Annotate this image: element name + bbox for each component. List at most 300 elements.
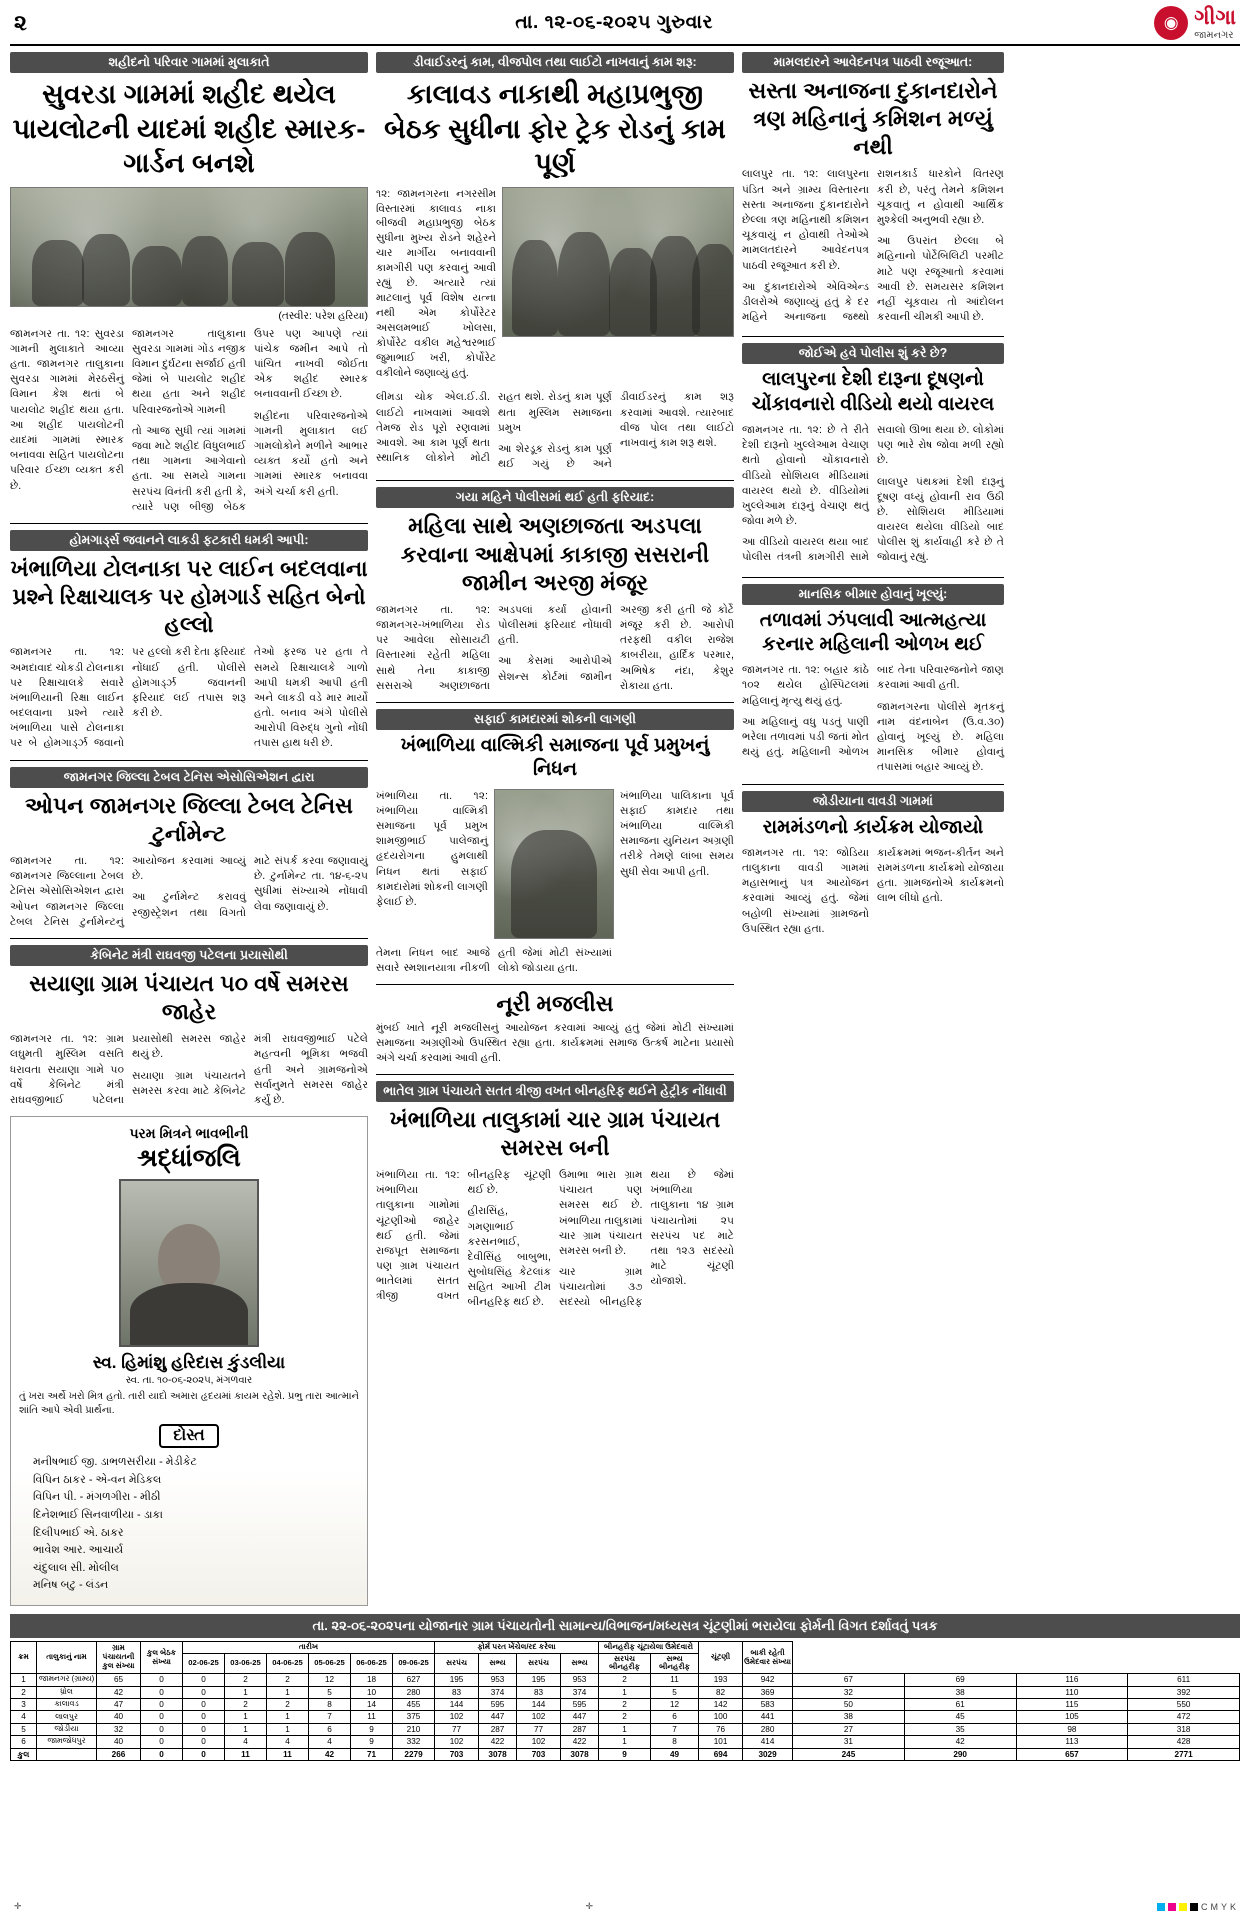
cell-value: 61	[904, 1698, 1016, 1710]
cell-value: 142	[699, 1698, 743, 1710]
list-item: વિપિન પી. - મંગળગીરા - મીઠી	[33, 1491, 161, 1504]
column-2	[376, 52, 734, 1606]
article-body	[742, 423, 1004, 569]
cell-value: 12	[651, 1698, 699, 1710]
article-valmiki-president-death	[376, 709, 734, 976]
th-group-unopposed: બીનહરીફ ચૂંટાયેલા ઉમેદવારો	[599, 1641, 699, 1653]
paragraph: શહીદના પરિવારજનોએ ગામની મુલાકાત લઈ ગામલોકોને મળીને આભાર વ્યક્ત કર્યો હતો અને ગામમાં સ્મારક બનાવવા અંગે ચર્ચા કરી હતી.	[254, 409, 368, 498]
kicker: જોડીયાના વાવડી ગામમાં	[742, 791, 1004, 812]
th-date-2: 03-06-25	[225, 1653, 267, 1673]
paragraph: હીરાસિંહ, ગમણાભાઈ કરસનભાઈ, દેવીસિંહ બાબુભા, સુબોધસિંહ કેટલાંક સહિત આખી ટીમ બીનહરિફ થઈ છે.	[467, 1205, 551, 1309]
paragraph: ઉમાભા ભારા ગ્રામ પંચાયત પણ સમરસ થઈ છે. ખંભાળિયા તાલુકામાં ચાર ગ્રામ પંચાયત સમરસ બની છે.	[559, 1168, 643, 1257]
paragraph: જામનગર તા. ૧૨: સુવરડા ગામની મુલાકાતે આવ્યા હતા. જામનગર તાલુકાના સુવરડા ગામમાં મેરઠસૈનું વિમાન કેશ થતાં બે પાયલોટ શહીદ થયા હતા. આ શહીદ પાયલોટની યાદમાં ગામમાં સ્મારક બનાવવા સહિત પાયલોટના પરિવાર ઈચ્છા વ્યક્ત કરી છે.	[10, 327, 124, 492]
th-sarpanch-unopposed: સરપંચ બીનહરીફ	[599, 1653, 651, 1673]
cell-value: 2	[225, 1674, 267, 1686]
cell-value: 550	[1128, 1698, 1240, 1710]
cell-value: 49	[651, 1748, 699, 1760]
cell-value: 210	[393, 1723, 435, 1735]
cell-value: 374	[479, 1686, 517, 1698]
th-date-6: 09-06-25	[393, 1653, 435, 1673]
th-date-1: 02-06-25	[183, 1653, 225, 1673]
article-bail-granted	[376, 487, 734, 694]
paragraph: આ દુકાનદારોએ એવિએન્ડ ડીલરોએ જણાવ્યું હતું કે દર મહિને અનાજના જથ્થો રાશનકાર્ડ ધારકોને વિતરણ કરી છે, પરંતુ તેમને કમિશન ચૂકવાતું ન હોવાથી આર્થિક મુશ્કેલી અનુભવી રહ્યા છે.	[742, 168, 1004, 324]
paragraph: ૧૨: જામનગરના નગરસીમ વિસ્તારમાં કાલાવડ નાકા બીજવી મહાપ્રભુજી બેઠક સુધીના મુખ્ય રોડને શહેરને ચાર માર્ગીય બનાવવાની કામગીરી પણ કરવાનું આવી રહ્યું છે. અત્યારે ત્યાં માટલાનું પૂર્વ વિશેષ યત્ના નથી એમ કોર્પોરેટર અસલમભાઈ ખોલસા, કોર્પોરેટ વકીલ મહેશ્વરભાઈ જુમાભાઈ ખરી, કોર્પોરેટ વકીલોને જણાવ્યું હતું.	[376, 187, 496, 379]
table-row	[11, 1674, 1240, 1686]
cell-value: 42	[309, 1748, 351, 1760]
cell-value: 1	[267, 1686, 309, 1698]
cell-value: 375	[393, 1711, 435, 1723]
cell-value: 0	[141, 1748, 183, 1760]
paragraph: જામનગર તાલુકાના સુવરડા ગામમાં ગોંડ નજીક વિમાન દુર્ઘટના સર્જાઈ હતી જેમાં બે પાયલોટ શહીદ થયા હતા અને શહીદ પરિવારજનોએ ગામની	[132, 327, 246, 416]
cell-value: 40	[97, 1711, 141, 1723]
cell-value: 3029	[743, 1748, 793, 1760]
cell-value: 5	[651, 1686, 699, 1698]
table-title: તા. ૨૨-૦૬-૨૦૨૫ના યોજાનાર ગ્રામ પંચાયતોની સામાન્ય/વિભાજન/મધ્યસત્ર ચૂંટણીમાં ભરાયેલા ફોર્મની વિગત દર્શાવતું પત્રક	[10, 1614, 1240, 1638]
th-date-5: 06-06-25	[351, 1653, 393, 1673]
kicker: મામલદારને આવેદનપત્ર પાઠવી રજૂઆત:	[742, 52, 1004, 73]
cell-no: 5	[11, 1723, 37, 1735]
th-member-2: સભ્ય	[561, 1653, 599, 1673]
cell-value: 6	[651, 1711, 699, 1723]
paragraph: આ કેસમાં આરોપીએ સેશન્સ કોર્ટમાં જામીન અરજી કરી હતી જે કોર્ટે મંજૂર કરી છે. આરોપી તરફથી વકીલ રાજેશ કાબરીયા, હાર્દિક પરમાર, અભિષેક નંદા, કેશુર રોકાયા હતા.	[498, 603, 734, 692]
cell-value: 657	[1016, 1748, 1128, 1760]
cell-value: 40	[97, 1736, 141, 1748]
paragraph: જામનગરના પોલીસે મૃતકનું નામ વંદનાબેન (ઉ.વ.૩૦) હોવાનું ખૂલ્યું છે. મહિલા માનસિક બીમાર હોવાનું તપાસમાં બહાર આવ્યું છે.	[877, 700, 1004, 774]
cell-value: 1	[599, 1723, 651, 1735]
cell-no: 1	[11, 1674, 37, 1686]
article-photo	[502, 187, 734, 337]
paragraph: તેમના નિધન બાદ આજે સવારે સ્મશાનયાત્રા નીકળી હતી જેમાં મોટી સંખ્યામાં લોકો જોડાયા હતા.	[376, 946, 612, 974]
cell-value: 0	[183, 1686, 225, 1698]
paragraph: જામનગર તા. ૧૨: ગ્રામ લઘુમતી મુસ્લિમ વસતિ ધરાવતા સયાણા ગામે ૫૦ વર્ષે કેબિનેટ મંત્રી રાઘવજીભાઈ પટેલના પ્રયાસોથી સમરસ જાહેર થયું છે.	[10, 1033, 246, 1106]
cell-value: 0	[183, 1698, 225, 1710]
cell-value: 77	[435, 1723, 479, 1735]
cell-value: 942	[743, 1674, 793, 1686]
list-item: ભાવેશ આર. આચાર્ય	[33, 1544, 124, 1557]
cell-value: 10	[351, 1686, 393, 1698]
cell-value: 67	[793, 1674, 905, 1686]
th-seat-count: કુલ બેઠક સંખ્યા	[141, 1641, 183, 1673]
article-body	[742, 846, 1004, 937]
cell-value: 11	[225, 1748, 267, 1760]
cell-value: 694	[699, 1748, 743, 1760]
th-member-1: સભ્ય	[479, 1653, 517, 1673]
cell-value: 0	[141, 1736, 183, 1748]
table-row	[11, 1723, 1240, 1735]
paragraph: ચાર ગ્રામ પંચાયતોમાં ૩૭ સદસ્યો બીનહરિફ થયા છે જેમાં ખંભાળિયા તાલુકાના ૧૪ ગ્રામ પંચાયતોમાં ૨૫ સરપંચ પદ માટે તથા ૧૨૩ સદસ્યો માટે ચૂંટણી યોજાશે.	[559, 1168, 734, 1309]
edition-date: તા. ૧૨-૦૬-૨૦૨૫ ગુરુવાર	[515, 12, 713, 33]
cell-value: 8	[309, 1698, 351, 1710]
cell-value: 101	[699, 1736, 743, 1748]
cell-value: 4	[267, 1736, 309, 1748]
cell-value: 266	[97, 1748, 141, 1760]
th-sarpanch-2: સરપંચ	[517, 1653, 561, 1673]
table-row	[11, 1711, 1240, 1723]
list-item: મનિષ બટુ - લંડન	[33, 1579, 109, 1592]
cell-value: 83	[517, 1686, 561, 1698]
cell-value: 113	[1016, 1736, 1128, 1748]
cell-value: 627	[393, 1674, 435, 1686]
cell-value: 2	[599, 1698, 651, 1710]
obituary-notice	[10, 1116, 368, 1606]
article-body	[376, 789, 488, 942]
cell-value: 2	[267, 1674, 309, 1686]
article-body-2	[376, 390, 734, 472]
article-nuri-majlis	[376, 991, 734, 1066]
cell-value: 77	[517, 1723, 561, 1735]
cell-value: 441	[743, 1711, 793, 1723]
cell-value: 595	[561, 1698, 599, 1710]
article-homeguard	[10, 530, 368, 752]
list-item: ચંદુલાલ સી. મોલીલ	[33, 1561, 119, 1574]
article-body	[10, 327, 368, 515]
cell-value: 0	[183, 1736, 225, 1748]
paragraph: જામનગર તા. ૧૨: છે તે રીતે દેશી દારૂનો ખુલ્લેઆમ વેચાણ થતો હોવાનો ચોંકાવનારો વીડિયો સોશિયલ મીડિયામાં વાયરલ થયો છે. વીડિયોમાં ખુલ્લેઆમ દારૂનું વેચાણ થતું જોવા મળે છે.	[742, 423, 869, 528]
article-table-tennis	[10, 767, 368, 930]
cell-value: 2279	[393, 1748, 435, 1760]
headline: કાલાવડ નાકાથી મહાપ્રભુજી બેઠક સુધીના ફોર ટ્રેક રોડનું કામ પૂર્ણ	[384, 79, 726, 179]
headline: ખંભાળિયા તાલુકામાં ચાર ગ્રામ પંચાયત સમરસ બની	[389, 1106, 721, 1160]
obituary-title: શ્રદ્ધાંજલિ	[137, 1144, 241, 1173]
th-sarpanch-1: સરપંચ	[435, 1653, 479, 1673]
headline: સયાણા ગ્રામ પંચાયત ૫૦ વર્ષે સમરસ જાહેર	[29, 970, 349, 1025]
cell-no: 4	[11, 1711, 37, 1723]
cell-value: 611	[1128, 1674, 1240, 1686]
headline: લાલપુરના દેશી દારૂના દૂષણનો ચોંકાવનારો વીડિયો થયો વાયરલ	[751, 369, 995, 415]
cell-value: 703	[435, 1748, 479, 1760]
article-body	[742, 663, 1004, 775]
cell-value: 5	[309, 1686, 351, 1698]
table-body	[11, 1674, 1240, 1761]
cell-value: 1	[225, 1723, 267, 1735]
th-group-withdrawn: ફોર્મ પરત ખેંચેલ/રદ કરેલા	[435, 1641, 599, 1653]
obituary-text: તું ખરા અર્થે ખરો મિત્ર હતો. તારી યાદો અમારા હૃદયમાં કાયમ રહેશે. પ્રભુ તારા આત્માને શાંતિ આપે એવી પ્રાર્થના.	[19, 1391, 359, 1417]
cell-value: 422	[479, 1736, 517, 1748]
list-item: મનીષભાઈ જી. ડાભળસરીયા - મેડીકેટ	[33, 1456, 197, 1469]
cell-value: 0	[141, 1674, 183, 1686]
cell-value: 2771	[1128, 1748, 1240, 1760]
paragraph: તો આજ સુધી ત્યાં ગામમાં જવા માટે શહીદ વિધુલભાઈ તથા ગામના આગેવાનો હતા. આ સમયે ગામના સરપંચ વિનંતી કરી હતી કે, ત્યારે પણ બીજી બેઠક ઉપર પણ આપણે ત્યાં પાંચેક જમીન આપે તો પાંચિત નાખવી જોઈતા એક શહીદ સ્મારક બનાવવાની ઈચ્છા છે.	[132, 327, 368, 513]
th-taluka: તાલુકાનું નામ	[37, 1641, 97, 1673]
table-row	[11, 1686, 1240, 1698]
cell-no: કુલ	[11, 1748, 37, 1760]
article-body	[10, 1032, 368, 1108]
cell-value: 98	[1016, 1723, 1128, 1735]
table-group-header-row	[11, 1641, 1240, 1653]
paragraph: જામનગર તા. ૧૨: જામનગર-ખંભાળિયા રોડ પર આવેલા સોસાયટી વિસ્તારમાં રહેતી મહિલા સાથે તેના કાકાજી સસરાએ અણછાજતા અડપલાં કર્યાં હોવાની પોલીસમાં ફરિયાદ નોંધાવી હતી.	[376, 603, 612, 692]
paragraph: જામનગર તા. ૧૨: બહાર કાંઠે ૧૦૨ થયેલ હોસ્પિટલમાં મહિલાનું મૃત્યુ થયું હતું.	[742, 664, 869, 707]
headline: સસ્તા અનાજના દુકાનદારોને ત્રણ મહિનાનું કમિશન મળ્યું નથી	[748, 78, 998, 160]
cell-taluka	[37, 1748, 97, 1760]
cell-value: 428	[1128, 1736, 1240, 1748]
cell-value: 27	[793, 1723, 905, 1735]
cell-value: 8	[651, 1736, 699, 1748]
cell-value: 18	[351, 1674, 393, 1686]
article-ration-commission	[742, 52, 1004, 328]
cell-no: 2	[11, 1686, 37, 1698]
cell-value: 472	[1128, 1711, 1240, 1723]
article-body	[10, 854, 368, 930]
cell-no: 6	[11, 1736, 37, 1748]
cell-value: 583	[743, 1698, 793, 1710]
masthead	[10, 6, 1240, 46]
cell-value: 32	[97, 1723, 141, 1735]
paragraph: જામનગર તા. ૧૨: જોડિયા તાલુકાના વાવડી ગામમાં મહાસભાનું પત્ર આયોજન કરવામાં આવ્યું હતું. જેમાં બહોળી સંખ્યામાં ગ્રામજનો ઉપસ્થિત રહ્યા હતા.	[742, 846, 869, 935]
cell-value: 392	[1128, 1686, 1240, 1698]
cell-value: 102	[517, 1711, 561, 1723]
page-columns	[10, 52, 1240, 1606]
article-body-2	[376, 946, 734, 976]
cell-value: 0	[183, 1674, 225, 1686]
cell-value: 144	[435, 1698, 479, 1710]
obituary-dates: સ્વ. તા. ૧૦-૦૬-૨૦૨૫, મંગળવાર	[125, 1375, 253, 1387]
cell-value: 83	[435, 1686, 479, 1698]
cell-value: 447	[561, 1711, 599, 1723]
table-head	[11, 1641, 1240, 1673]
election-forms-table-section	[10, 1614, 1240, 1761]
kicker: ગયા મહિને પોલીસમાં થઈ હતી ફરિયાદ:	[376, 487, 734, 508]
cell-value: 280	[743, 1723, 793, 1735]
cell-taluka: જામનગર (ગ્રામ્ય)	[37, 1674, 97, 1686]
obituary-portrait	[119, 1179, 259, 1347]
article-body	[376, 1168, 734, 1311]
cell-value: 116	[1016, 1674, 1128, 1686]
cell-value: 1	[599, 1686, 651, 1698]
cell-value: 595	[479, 1698, 517, 1710]
kicker: સફાઈ કામદારમાં શોકની લાગણી	[376, 709, 734, 730]
paragraph: લીમડા ચોક એલ.ઈ.ડી. લાઈટો નાખવામાં આવશે તેમજ રોડ પૂરો રણવામાં આવશે. આ કામ પૂર્ણ થતા સ્થાનિક લોકોને મોટી રાહત થશે. રોડનું કામ પૂર્ણ થતા મુસ્લિમ સમાજના પ્રમુખ	[376, 391, 612, 465]
cell-value: 105	[1016, 1711, 1128, 1723]
table-row	[11, 1748, 1240, 1760]
cell-value: 102	[517, 1736, 561, 1748]
list-item: દિલીપભાઈ એ. ઠાકર	[33, 1526, 124, 1539]
page-number: ૨	[14, 10, 27, 35]
cell-value: 0	[183, 1748, 225, 1760]
cell-value: 3078	[561, 1748, 599, 1760]
cell-value: 2	[267, 1698, 309, 1710]
paragraph: જામનગર તા. ૧૨: જામનગર જિલ્લાના ટેબલ ટેનિસ એસોસિએશન દ્વારા ઓપન જામનગર જિલ્લા ટેબલ ટેનિસ ટુર્નામેન્ટનું આયોજન કરવામાં આવ્યું છે.	[10, 854, 246, 928]
cell-value: 703	[517, 1748, 561, 1760]
cell-value: 195	[517, 1674, 561, 1686]
article-body	[376, 603, 734, 694]
cell-value: 455	[393, 1698, 435, 1710]
cell-value: 82	[699, 1686, 743, 1698]
paragraph: ખંભાળિયા તા. ૧૨: ખંભાળિયા વાલ્મિકી સમાજના પૂર્વ પ્રમુખ શામજીભાઈ પાલેજાનું હૃદયરોગના હુમલાથી નિધન થતાં સફાઈ કામદારોમાં શોકની લાગણી ફેલાઈ છે.	[376, 789, 488, 908]
th-date-4: 05-06-25	[309, 1653, 351, 1673]
cell-value: 1	[225, 1711, 267, 1723]
article-body	[620, 789, 734, 942]
column-1	[10, 52, 368, 1606]
article-liquor-video	[742, 343, 1004, 568]
cell-value: 318	[1128, 1723, 1240, 1735]
paragraph: લાલપુર તા. ૧૨: લાલપુરના પંડિત અને ગ્રામ્ય વિસ્તારના સસ્તા અનાજના દુકાનદારોને છેલ્લા ત્રણ મહિનાથી કમિશન ચૂકવાયું ન હોવાથી તેઓએ મામલતદારને આવેદનપત્ર પાઠવી રજૂઆત કરી છે.	[742, 168, 869, 272]
article-photo	[10, 187, 368, 307]
cell-value: 422	[561, 1736, 599, 1748]
newspaper-logo	[1154, 6, 1236, 41]
cell-value: 144	[517, 1698, 561, 1710]
kicker: જોઈએ હવે પોલીસ શું કરે છે?	[742, 343, 1004, 364]
cell-value: 245	[793, 1748, 905, 1760]
th-no: ક્રમ	[11, 1641, 37, 1673]
obituary-name: સ્વ. હિમાંશુ હરિદાસ કુંડલીયા	[92, 1353, 286, 1373]
cell-value: 0	[141, 1723, 183, 1735]
th-member-unopposed: સભ્ય બીનહરીફ	[651, 1653, 699, 1673]
th-group-dates: તારીખ	[183, 1641, 435, 1653]
cell-value: 0	[183, 1711, 225, 1723]
headline: તળાવમાં ઝંપલાવી આત્મહત્યા કરનાર મહિલાની ઓળખ થઈ	[759, 609, 987, 655]
article-four-panchayat-samras	[376, 1081, 734, 1311]
headline: નૂરી મજલીસ	[496, 990, 614, 1016]
th-election: ચૂંટણી	[699, 1641, 743, 1673]
kicker: માનસિક બીમાર હોવાનું ખૂલ્યું:	[742, 584, 1004, 605]
cell-taluka: જોડીયા	[37, 1723, 97, 1735]
headline: સુવરડા ગામમાં શહીદ થયેલ પાયલોટની યાદમાં શહીદ સ્મારક-ગાર્ડન બનશે	[12, 79, 366, 179]
cell-value: 1	[267, 1711, 309, 1723]
photo-caption: (તસ્વીર: પરેશ હરિયા)	[278, 309, 368, 322]
cell-taluka: કાલાવડ	[37, 1698, 97, 1710]
article-shahid-smarak	[10, 52, 368, 515]
headline: ઓપન જામનગર જિલ્લા ટેબલ ટેનિસ ટુર્નામેન્ટ	[25, 792, 353, 846]
cell-value: 193	[699, 1674, 743, 1686]
paragraph: આ વીડિયો વાયરલ થયા બાદ પોલીસ તંત્રની કામગીરી સામે સવાલો ઊભા થયા છે. લોકોમાં પણ ભારે રોષ જોવા મળી રહ્યો છે.	[742, 423, 1004, 564]
cell-value: 2	[599, 1711, 651, 1723]
cell-value: 42	[97, 1686, 141, 1698]
cell-value: 1	[225, 1686, 267, 1698]
column-3	[742, 52, 1004, 1606]
logo-subtitle: જામનગર	[1194, 29, 1234, 41]
th-date-3: 04-06-25	[267, 1653, 309, 1673]
cell-value: 3078	[479, 1748, 517, 1760]
article-woman-suicide-identified	[742, 584, 1004, 776]
paragraph: તેઓ ફરજ પર હતા તે સમયે રિક્ષાચાલકે ગાળો આપી ધમકી આપી હતી અને લાકડી વડે માર માર્યો હતો. બનાવ અંગે પોલીસે આરોપી વિરુદ્ધ ગુનો નોંધી તપાસ હાથ ધરી છે.	[254, 646, 368, 750]
th-remaining: બાકી રહેતી ઉમેદવાર સંખ્યા	[743, 1641, 793, 1673]
cell-value: 374	[561, 1686, 599, 1698]
kicker: હોમગાર્ડ્સ જવાનને લાકડી ફટકારી ધમકી આપી:	[10, 530, 368, 551]
paragraph: આ ટુર્નામેન્ટ કરાવવું રજીસ્ટ્રેશન તથા વિગતો માટે સંપર્ક કરવા જણાવાયું છે. ટુર્નામેન્ટ તા. ૧૪-૬-૨૫ સુધીમાં સંખ્યાએ નોંધાવી લેવા જણાવાયું છે.	[132, 854, 368, 919]
cell-value: 38	[904, 1686, 1016, 1698]
cell-value: 9	[351, 1736, 393, 1748]
cell-value: 6	[309, 1723, 351, 1735]
cell-value: 287	[561, 1723, 599, 1735]
cell-value: 65	[97, 1674, 141, 1686]
cell-value: 332	[393, 1736, 435, 1748]
cell-value: 110	[1016, 1686, 1128, 1698]
cell-value: 31	[793, 1736, 905, 1748]
list-item: દિનેશભાઈ સિનવાળીયા - ડાકા	[33, 1508, 163, 1521]
cell-taluka: જામજોધપુર	[37, 1736, 97, 1748]
cmyk-label-y: Y	[1220, 1901, 1227, 1912]
paragraph: લાલપુર પંથકમાં દેશી દારૂનું દૂષણ વધ્યું હોવાની રાવ ઉઠી છે. સોશિયલ મીડિયામાં વાયરલ થયેલા વીડિયો બાદ પોલીસ શું કાર્યવાહી કરે છે તે જોવાનું રહ્યું.	[877, 475, 1004, 564]
headline: ખંભાળિયા વાલ્મિકી સમાજના પૂર્વ પ્રમુખનું નિધન	[400, 734, 710, 781]
article-four-track-road	[376, 52, 734, 472]
cell-value: 102	[435, 1736, 479, 1748]
cell-value: 11	[651, 1674, 699, 1686]
cell-value: 11	[351, 1711, 393, 1723]
cell-value: 115	[1016, 1698, 1128, 1710]
cell-value: 14	[351, 1698, 393, 1710]
headline: મહિલા સાથે અણછાજતા અડપલા કરવાના આક્ષેપમાં કાકાજી સસરાની જામીન અરજી મંજૂર	[400, 513, 710, 595]
cell-value: 7	[651, 1723, 699, 1735]
cell-value: 0	[141, 1711, 183, 1723]
crop-mark-left: ✛	[14, 1901, 22, 1911]
cell-value: 100	[699, 1711, 743, 1723]
cell-value: 0	[183, 1723, 225, 1735]
cell-value: 4	[225, 1736, 267, 1748]
cell-value: 71	[351, 1748, 393, 1760]
kicker: ભાતેલ ગ્રામ પંચાયતે સતત ત્રીજી વખત બીનહરિફ થઈને હેટ્રીક નોંધાવી	[376, 1081, 734, 1102]
cell-value: 35	[904, 1723, 1016, 1735]
cell-value: 1	[267, 1723, 309, 1735]
kicker: જામનગર જિલ્લા ટેબલ ટેનિસ એસોસિએશન દ્વારા	[10, 767, 368, 788]
article-body	[742, 167, 1004, 328]
cell-value: 11	[267, 1748, 309, 1760]
cell-value: 280	[393, 1686, 435, 1698]
paragraph: આ ઉપરાંત છેલ્લા બે મહિનાનો પોર્ટેબિલિટી પરમીટ માટે પણ રજૂઆતો કરવામાં આવી છે. સમયસર કમિશન નહીં ચૂકવાય તો આંદોલન કરવાની ચીમકી આપી છે.	[877, 235, 1004, 324]
cell-value: 42	[904, 1736, 1016, 1748]
cell-value: 369	[743, 1686, 793, 1698]
cell-value: 953	[561, 1674, 599, 1686]
article-body: મુંબઈ ખાતે નૂરી મજલીસનું આયોજન કરવામાં આવ્યું હતું જેમાં મોટી સંખ્યામાં સમાજના અગ્રણીઓ ઉપસ્થિત રહ્યા હતા. કાર્યક્રમમાં સમાજ ઉત્કર્ષ માટેના પ્રયાસો અંગે ચર્ચા કરવામાં આવી હતી.	[376, 1021, 734, 1064]
cell-value: 69	[904, 1674, 1016, 1686]
election-forms-table	[10, 1641, 1240, 1761]
kicker: શહીદનો પરિવાર ગામમાં મુલાકાતે	[10, 52, 368, 73]
cell-value: 2	[599, 1674, 651, 1686]
cell-value: 414	[743, 1736, 793, 1748]
cell-taluka: ધ્રોલ	[37, 1686, 97, 1698]
cell-value: 447	[479, 1711, 517, 1723]
cell-value: 12	[309, 1674, 351, 1686]
cell-value: 195	[435, 1674, 479, 1686]
cmyk-label-k: K	[1229, 1901, 1236, 1912]
logo-badge-icon: ◉	[1154, 6, 1188, 40]
article-sayana-samras	[10, 945, 368, 1108]
paragraph: આ શેરડૂક રોડનું કામ પૂર્ણ થઈ ગયું છે અને ડીવાઈડરનું કામ શરૂ કરવામાં આવશે. ત્યારબાદ વીજ પોલ તથા લાઈટો નાખવાનું કામ શરૂ થશે.	[498, 391, 734, 471]
cell-value: 47	[97, 1698, 141, 1710]
cell-value: 953	[479, 1674, 517, 1686]
obituary-top-line: પરમ મિત્રને ભાવભીની	[129, 1125, 249, 1142]
cell-taluka: લાલપુર	[37, 1711, 97, 1723]
paragraph: જામનગર તા. ૧૨: અમદાવાદ ચોકડી ટોલનાકા પર રિક્ષાચાલકે સવારે ખંભાળિયાની રિક્ષા લાઈન બદલવાના પ્રશ્ને ત્યારે ખંભાળિયા પાસે ટોલનાકા પર બે હોમગાર્ડ્ઝ જવાનો પર હલ્લો કરી દેતા ફરિયાદ નોંધાઈ હતી. પોલીસે હોમગાર્ડ્ઝ જવાનની ફરિયાદ લઈ તપાસ શરૂ કરી છે.	[10, 646, 246, 750]
cell-value: 2	[225, 1698, 267, 1710]
paragraph: કાર્યક્રમમાં ભજન-કીર્તન અને રામમંડળના કાર્યક્રમો યોજાયા હતા. ગ્રામજનોએ કાર્યક્રમનો લાભ લીધો હતો.	[877, 846, 1004, 905]
cell-value: 287	[479, 1723, 517, 1735]
table-row	[11, 1698, 1240, 1710]
obituary-signatories	[19, 1454, 359, 1595]
obituary-badge: દોસ્ત	[159, 1424, 218, 1448]
cell-value: 76	[699, 1723, 743, 1735]
cell-value: 0	[141, 1698, 183, 1710]
logo-title: ગીગા	[1194, 5, 1236, 29]
headline: ખંભાળિયા ટોલનાકા પર લાઈન બદલવાના પ્રશ્ને રિક્ષાચાલક પર હોમગાર્ડ સહિત બેનો હલ્લો	[10, 555, 368, 638]
list-item: વિપિન ઠાકર - એ-વન મેડિકલ	[33, 1473, 162, 1486]
cell-value: 38	[793, 1711, 905, 1723]
cmyk-label-c: C	[1200, 1901, 1208, 1912]
cell-value: 9	[599, 1748, 651, 1760]
crop-mark-center: ✛	[585, 1901, 594, 1911]
table-header-row	[11, 1653, 1240, 1673]
article-photo	[494, 789, 614, 939]
print-registration-marks	[0, 1901, 1250, 1912]
article-body	[376, 187, 496, 387]
cell-value: 9	[351, 1723, 393, 1735]
paragraph: સયાણા ગ્રામ પંચાયતને સમરસ કરવા માટે કેબિનેટ મંત્રી રાઘવજીભાઈ પટેલે મહત્વની ભૂમિકા ભજવી હતી અને ગ્રામજનોએ સર્વાનુમતે સમરસ જાહેર કર્યું છે.	[132, 1033, 368, 1106]
th-panchayat-count: ગ્રામ પંચાયતની કુલ સંખ્યા	[97, 1641, 141, 1673]
cell-value: 32	[793, 1686, 905, 1698]
cell-value: 0	[141, 1686, 183, 1698]
article-rammandal-program	[742, 791, 1004, 937]
paragraph: ખંભાળિયા તા. ૧૨: ખંભાળિયા તાલુકાના ગામોમાં ચૂંટણીઓ જાહેર થઈ હતી. જેમાં રાજપૂત સમાજના પણ ગ્રામ પંચાયત ભાતેલમાં સતત ત્રીજી વખત બીનહરિફ ચૂંટણી થઈ છે.	[376, 1168, 551, 1303]
table-row	[11, 1736, 1240, 1748]
